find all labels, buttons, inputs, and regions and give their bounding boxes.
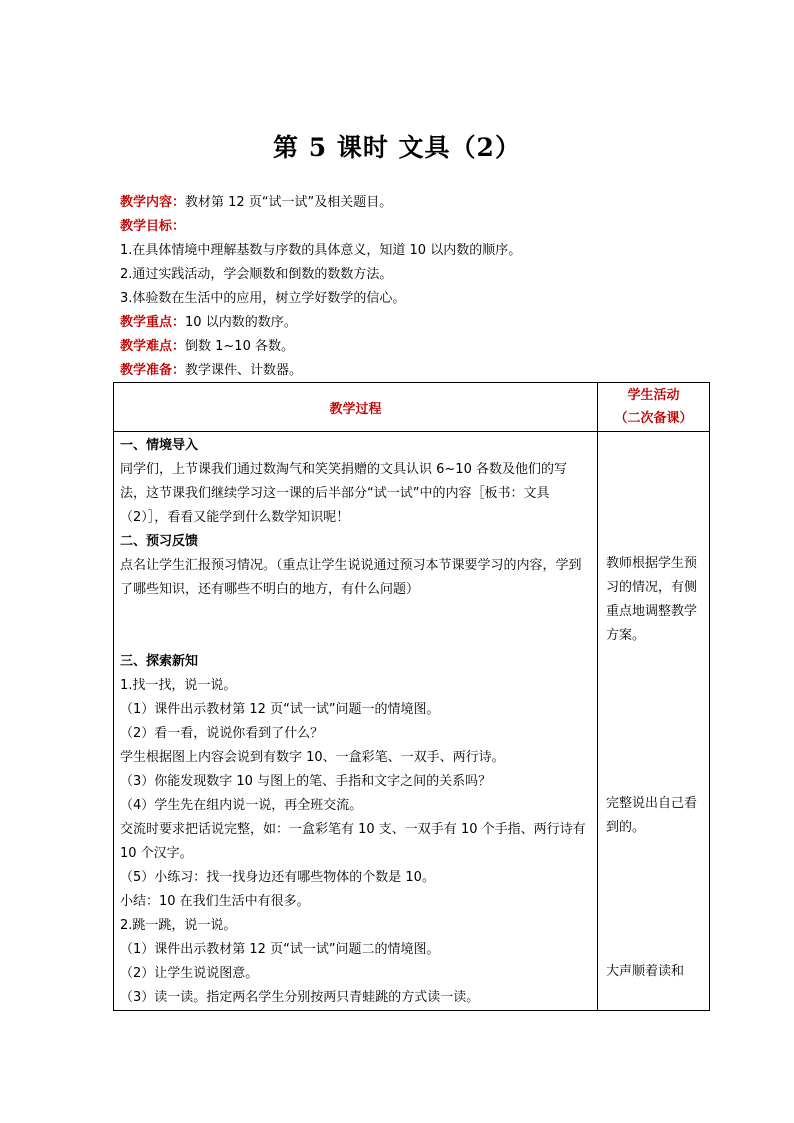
header-process: 教学过程 [114,383,598,432]
step-line: （3）你能发现数字 10 与图上的笔、手指和文字之间的关系吗？ [120,774,492,789]
side-note: 教师根据学生预习的情况，有侧重点地调整教学方案。 [606,556,698,643]
table-body-row [114,432,710,1011]
header-student-activity [598,383,710,432]
side-spacer [606,434,705,552]
section-paragraph: 同学们，上节课我们通过数淘气和笑笑捐赠的文具认识 6~10 各数及他们的写法，这节课我们继续学习这一课的后半部分“试一试”中的内容［板书：文具（2）］，看看又能学到什么数学知识呢！ [120,462,567,525]
step-line: （4）学生先在组内说一说，再全班交流。 [120,798,363,813]
content-label: 教学内容： [120,195,186,210]
difficulty-text: 倒数 1~10 各数。 [185,339,294,354]
step-line: 1.找一找，说一说。 [120,678,237,693]
section-title: 三、探索新知 [120,654,199,669]
lesson-table [113,382,710,1011]
prep-label: 教学准备： [120,363,186,378]
goal-item: 1.在具体情境中理解基数与序数的具体意义，知道 10 以内数的顺序。 [120,243,522,258]
process-cell [114,432,598,1011]
goal-item: 2.通过实践活动，学会顺数和倒数的数数方法。 [120,267,393,282]
side-note: 完整说出自己看到的。 [606,796,698,835]
key-label: 教学重点： [120,315,186,330]
header-side-line2: （二次备课） [614,411,693,426]
section-title: 一、情境导入 [120,438,199,453]
student-activity-cell [598,432,710,1011]
section-title: 二、预习反馈 [120,534,199,549]
step-line: （2）看一看，说说你看到了什么？ [120,726,324,741]
prep-line [120,359,710,383]
goal-item: 3.体验数在生活中的应用，树立学好数学的信心。 [120,291,406,306]
step-line: （1）课件出示教材第 12 页“试一试”问题二的情境图。 [120,942,440,957]
key-line [120,311,710,335]
section-paragraph: 点名让学生汇报预习情况。（重点让学生说说通过预习本节课要学习的内容，学到了哪些知识，还有哪些不明白的地方，有什么问题） [120,558,582,597]
key-text: 10 以内数的数序。 [185,315,297,330]
step-line: （1）课件出示教材第 12 页“试一试”问题一的情境图。 [120,702,440,717]
header-side-line1: 学生活动 [627,388,680,403]
step-line: （5）小练习：找一找身边还有哪些物体的个数是 10。 [120,870,435,885]
step-line: 学生根据图上内容会说到有数字 10、一盒彩笔、一双手、两行诗。 [120,750,505,765]
content-text: 教材第 12 页“试一试”及相关题目。 [185,195,393,210]
prep-text: 教学课件、计数器。 [185,363,303,378]
table-header-row [114,383,710,432]
difficulty-line [120,335,710,359]
step-line: 小结：10 在我们生活中有很多。 [120,894,310,909]
difficulty-label: 教学难点： [120,339,186,354]
section-paragraph: 交流时要求把话说完整，如：一盒彩笔有 10 支、一双手有 10 个手指、两行诗有 10 个汉字。 [120,822,586,861]
goals-line [120,215,710,239]
page-title: 第 5 课时 文具（2） [273,133,521,162]
lesson-meta [120,191,710,383]
goals-label: 教学目标： [120,219,186,234]
side-note: 大声顺着读和 [606,964,685,979]
step-line: （2）让学生说说图意。 [120,966,259,981]
content-line [120,191,710,215]
step-line: （3）读一读。指定两名学生分别按两只青蛙跳的方式读一读。 [120,990,480,1005]
step-line: 2.跳一跳，说一说。 [120,918,237,933]
